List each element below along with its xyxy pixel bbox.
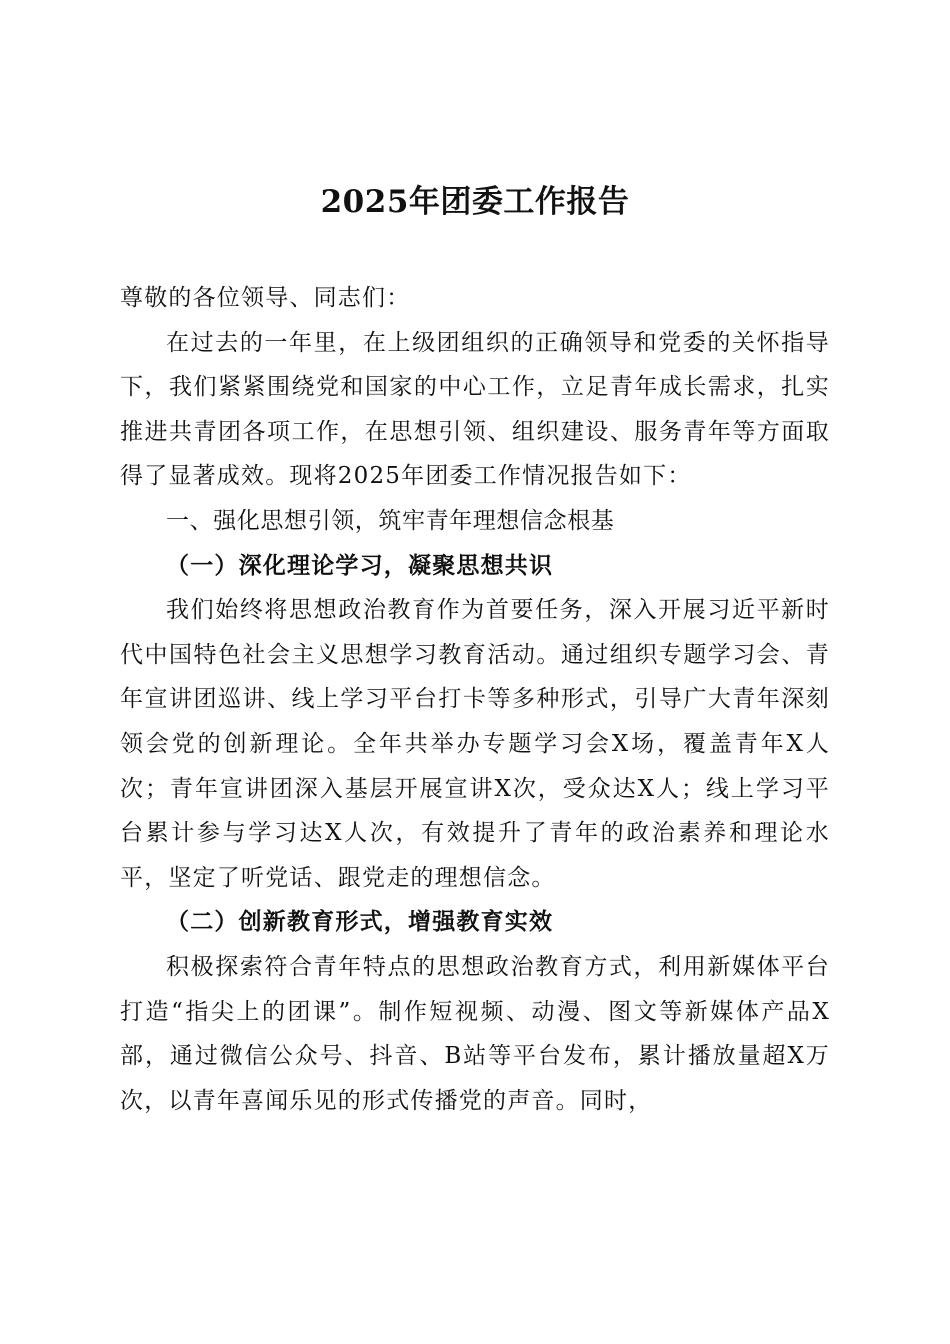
- subsection-2-heading: （二）创新教育形式，增强教育实效: [166, 908, 554, 936]
- section-1-heading: 一、强化思想引领，筑牢青年理想信念根基: [166, 507, 615, 534]
- subsection-1-heading: （一）深化理论学习，凝聚思想共识: [166, 551, 554, 579]
- document-page: [120, 176, 830, 1123]
- salutation: 尊敬的各位领导、同志们：: [120, 285, 411, 311]
- document-title: 2025年团委工作报告: [320, 184, 630, 220]
- intro-paragraph: 在过去的一年里，在上级团组织的正确领导和党委的关怀指导下，我们紧紧围绕党和国家的中心工作，立足青年成长需求，扎实推进共青团各项工作，在思想引领、组织建设、服务青年等方面取得了显著成效。现将2025年团委工作情况报告如下：: [120, 329, 830, 490]
- subsection-1-body: 我们始终将思想政治教育作为首要任务，深入开展习近平新时代中国特色社会主义思想学习教育活动。通过组织专题学习会、青年宣讲团巡讲、线上学习平台打卡等多种形式，引导广大青年深刻领会党的创新理论。全年共举办专题学习会X场，覆盖青年X人次；青年宣讲团深入基层开展宣讲X次，受众达X人；线上学习平台累计参与学习达X人次，有效提升了青年的政治素养和理论水平，坚定了听党话、跟党走的理想信念。: [120, 597, 830, 891]
- subsection-2-body: 积极探索符合青年特点的思想政治教育方式，利用新媒体平台打造“指尖上的团课”。制作短视频、动漫、图文等新媒体产品X部，通过微信公众号、抖音、B站等平台发布，累计播放量超X万次，以青年喜闻乐见的形式传播党的声音。同时，: [120, 953, 830, 1114]
